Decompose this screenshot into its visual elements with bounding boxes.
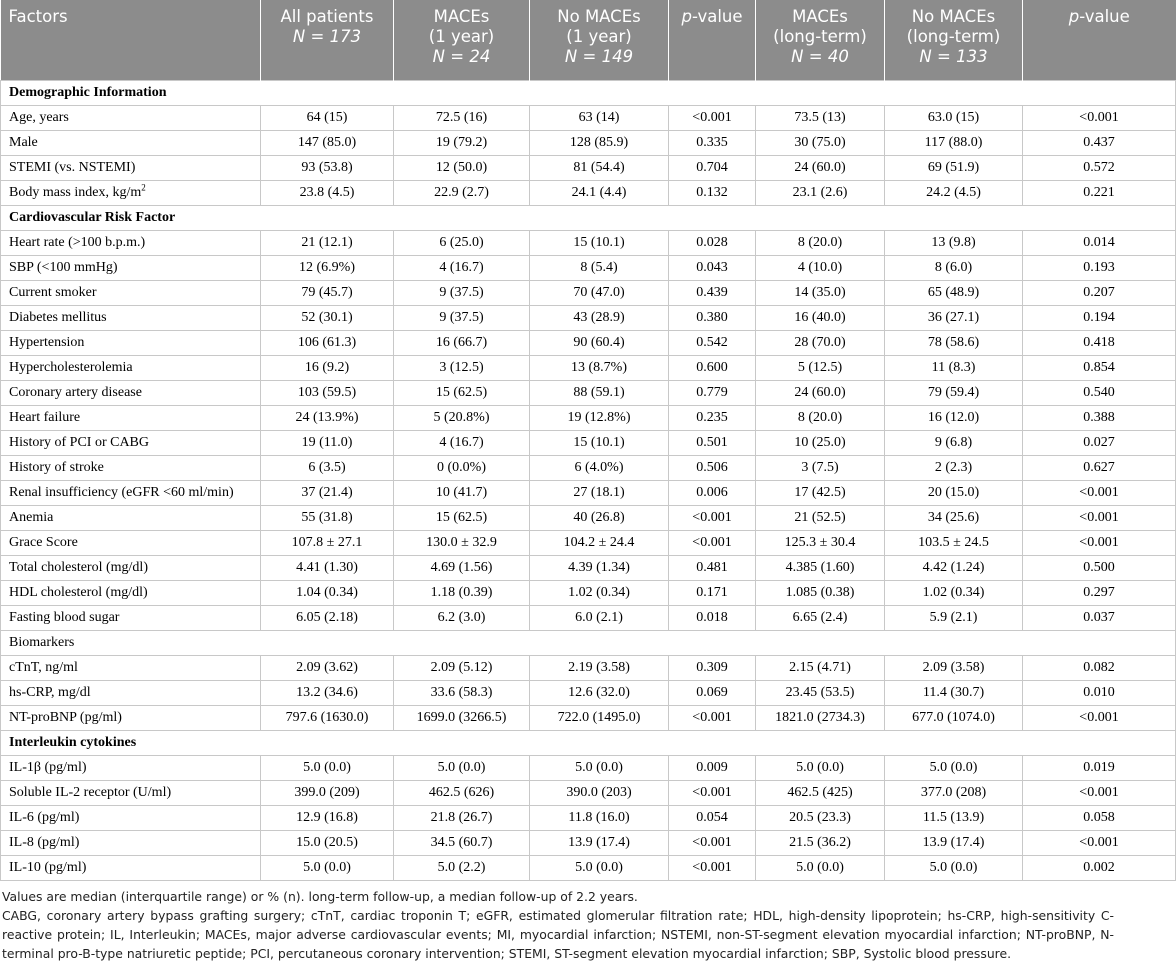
table-cell: 399.0 (209)	[261, 780, 394, 805]
table-cell: 21 (12.1)	[261, 230, 394, 255]
table-cell: 4 (16.7)	[394, 430, 530, 455]
table-cell: 797.6 (1630.0)	[261, 705, 394, 730]
table-cell: <0.001	[1023, 830, 1176, 855]
table-cell: 13.9 (17.4)	[530, 830, 669, 855]
table-cell: 6.2 (3.0)	[394, 605, 530, 630]
table-cell: 4.39 (1.34)	[530, 555, 669, 580]
table-cell: 5.0 (0.0)	[530, 755, 669, 780]
table-row	[1, 105, 1176, 130]
table-cell: 79 (45.7)	[261, 280, 394, 305]
table-cell: 33.6 (58.3)	[394, 680, 530, 705]
table-cell: 0.009	[669, 755, 756, 780]
table-cell: 17 (42.5)	[756, 480, 885, 505]
table-cell: 16 (66.7)	[394, 330, 530, 355]
table-cell: 21.8 (26.7)	[394, 805, 530, 830]
table-cell: 0.704	[669, 155, 756, 180]
table-cell: 19 (11.0)	[261, 430, 394, 455]
table-cell: 5.0 (0.0)	[261, 855, 394, 880]
factor-label: Renal insufficiency (eGFR <60 ml/min)	[1, 480, 261, 505]
table-cell: 117 (88.0)	[885, 130, 1023, 155]
table-cell: 11.4 (30.7)	[885, 680, 1023, 705]
table-cell: 16 (9.2)	[261, 355, 394, 380]
table-cell: 16 (40.0)	[756, 305, 885, 330]
table-cell: 103.5 ± 24.5	[885, 530, 1023, 555]
table-row	[1, 655, 1176, 680]
table-cell: 0.500	[1023, 555, 1176, 580]
table-row	[1, 830, 1176, 855]
header-row	[1, 0, 1176, 80]
table-cell: 462.5 (626)	[394, 780, 530, 805]
section-title: Biomarkers	[1, 630, 1176, 655]
factor-label: hs-CRP, mg/dl	[1, 680, 261, 705]
table-cell: 34.5 (60.7)	[394, 830, 530, 855]
table-cell: 2.09 (3.62)	[261, 655, 394, 680]
table-header	[1, 0, 1176, 80]
table-cell: 23.45 (53.5)	[756, 680, 885, 705]
factor-label: Hypertension	[1, 330, 261, 355]
table-cell: 4.69 (1.56)	[394, 555, 530, 580]
table-cell: 0.540	[1023, 380, 1176, 405]
table-cell: 64 (15)	[261, 105, 394, 130]
table-body	[1, 80, 1176, 880]
table-cell: 9 (6.8)	[885, 430, 1023, 455]
table-row	[1, 580, 1176, 605]
table-cell: 78 (58.6)	[885, 330, 1023, 355]
factor-label: IL-6 (pg/ml)	[1, 805, 261, 830]
table-cell: 5.0 (0.0)	[756, 855, 885, 880]
section-title: Cardiovascular Risk Factor	[1, 205, 1176, 230]
table-cell: 0 (0.0%)	[394, 455, 530, 480]
table-cell: 13 (9.8)	[885, 230, 1023, 255]
table-row	[1, 805, 1176, 830]
header-p-value-long-term: p-value	[1023, 0, 1176, 80]
table-cell: 6.65 (2.4)	[756, 605, 885, 630]
table-cell: 90 (60.4)	[530, 330, 669, 355]
table-cell: 6 (4.0%)	[530, 455, 669, 480]
factor-label: HDL cholesterol (mg/dl)	[1, 580, 261, 605]
table-cell: 6.0 (2.1)	[530, 605, 669, 630]
table-cell: 79 (59.4)	[885, 380, 1023, 405]
header-all-patients: All patients N = 173	[261, 0, 394, 80]
table-cell: 34 (25.6)	[885, 505, 1023, 530]
bmi-label-text: Body mass index, kg/m	[9, 184, 142, 200]
table-cell: 0.309	[669, 655, 756, 680]
header-maces-long-term: MACEs (long-term) N = 40	[756, 0, 885, 80]
table-row	[1, 555, 1176, 580]
factor-label: Heart rate (>100 b.p.m.)	[1, 230, 261, 255]
table-cell: 15 (62.5)	[394, 505, 530, 530]
table-cell: 69 (51.9)	[885, 155, 1023, 180]
table-cell: 0.014	[1023, 230, 1176, 255]
section-row	[1, 730, 1176, 755]
table-cell: 19 (79.2)	[394, 130, 530, 155]
table-cell: 63 (14)	[530, 105, 669, 130]
table-cell: <0.001	[669, 705, 756, 730]
table-cell: 0.054	[669, 805, 756, 830]
table-row	[1, 705, 1176, 730]
table-cell: 0.221	[1023, 180, 1176, 205]
table-cell: 12 (6.9%)	[261, 255, 394, 280]
table-cell: 0.006	[669, 480, 756, 505]
table-cell: 4 (10.0)	[756, 255, 885, 280]
table-cell: <0.001	[1023, 105, 1176, 130]
table-row	[1, 155, 1176, 180]
factor-label: Soluble IL-2 receptor (U/ml)	[1, 780, 261, 805]
table-cell: 0.037	[1023, 605, 1176, 630]
table-cell: 22.9 (2.7)	[394, 180, 530, 205]
header-no-maces-1y: No MACEs (1 year) N = 149	[530, 0, 669, 80]
table-cell: <0.001	[669, 855, 756, 880]
table-row	[1, 355, 1176, 380]
table-cell: 3 (7.5)	[756, 455, 885, 480]
factor-label: Hypercholesterolemia	[1, 355, 261, 380]
factor-label: IL-10 (pg/ml)	[1, 855, 261, 880]
table-cell: 0.380	[669, 305, 756, 330]
factor-label: History of PCI or CABG	[1, 430, 261, 455]
table-cell: 377.0 (208)	[885, 780, 1023, 805]
table-cell: 0.600	[669, 355, 756, 380]
table-cell: 8 (20.0)	[756, 230, 885, 255]
table-cell: 0.082	[1023, 655, 1176, 680]
header-p-value-1y: p-value	[669, 0, 756, 80]
table-cell: 21.5 (36.2)	[756, 830, 885, 855]
table-cell: 0.207	[1023, 280, 1176, 305]
table-cell: 11 (8.3)	[885, 355, 1023, 380]
table-cell: 10 (41.7)	[394, 480, 530, 505]
section-row	[1, 630, 1176, 655]
table-cell: <0.001	[669, 780, 756, 805]
table-cell: 0.506	[669, 455, 756, 480]
table-cell: 28 (70.0)	[756, 330, 885, 355]
table-cell: 24 (13.9%)	[261, 405, 394, 430]
table-cell: 72.5 (16)	[394, 105, 530, 130]
table-cell: 4.385 (1.60)	[756, 555, 885, 580]
table-cell: <0.001	[1023, 530, 1176, 555]
table-row	[1, 480, 1176, 505]
table-cell: 19 (12.8%)	[530, 405, 669, 430]
table-cell: <0.001	[1023, 480, 1176, 505]
table-cell: 0.297	[1023, 580, 1176, 605]
factor-label: NT-proBNP (pg/ml)	[1, 705, 261, 730]
table-cell: 8 (5.4)	[530, 255, 669, 280]
table-cell: 4.41 (1.30)	[261, 555, 394, 580]
table-cell: 0.235	[669, 405, 756, 430]
table-cell: 23.8 (4.5)	[261, 180, 394, 205]
factor-label: Male	[1, 130, 261, 155]
table-cell: 0.627	[1023, 455, 1176, 480]
table-cell: 0.572	[1023, 155, 1176, 180]
table-cell: 5.0 (0.0)	[530, 855, 669, 880]
table-cell: 0.779	[669, 380, 756, 405]
table-cell: 13.2 (34.6)	[261, 680, 394, 705]
table-row	[1, 605, 1176, 630]
table-cell: <0.001	[1023, 705, 1176, 730]
table-row	[1, 780, 1176, 805]
table-cell: 1.02 (0.34)	[530, 580, 669, 605]
factor-label: Age, years	[1, 105, 261, 130]
table-cell: 24 (60.0)	[756, 155, 885, 180]
factor-label: STEMI (vs. NSTEMI)	[1, 155, 261, 180]
table-cell: 0.171	[669, 580, 756, 605]
table-cell: 81 (54.4)	[530, 155, 669, 180]
table-cell: 722.0 (1495.0)	[530, 705, 669, 730]
table-cell: 20.5 (23.3)	[756, 805, 885, 830]
header-maces-1y: MACEs (1 year) N = 24	[394, 0, 530, 80]
table-cell: 12.6 (32.0)	[530, 680, 669, 705]
table-row	[1, 530, 1176, 555]
factor-label: Grace Score	[1, 530, 261, 555]
factor-label: Diabetes mellitus	[1, 305, 261, 330]
table-row	[1, 680, 1176, 705]
table-cell: 12.9 (16.8)	[261, 805, 394, 830]
factor-label: Heart failure	[1, 405, 261, 430]
table-cell: 8 (20.0)	[756, 405, 885, 430]
section-row	[1, 80, 1176, 105]
table-cell: 2.19 (3.58)	[530, 655, 669, 680]
factor-label: SBP (<100 mmHg)	[1, 255, 261, 280]
table-cell: 20 (15.0)	[885, 480, 1023, 505]
table-cell: 0.019	[1023, 755, 1176, 780]
table-cell: 37 (21.4)	[261, 480, 394, 505]
table-cell: 15.0 (20.5)	[261, 830, 394, 855]
factor-label: IL-8 (pg/ml)	[1, 830, 261, 855]
table-cell: 0.002	[1023, 855, 1176, 880]
table-cell: <0.001	[669, 105, 756, 130]
table-cell: 13.9 (17.4)	[885, 830, 1023, 855]
table-cell: 36 (27.1)	[885, 305, 1023, 330]
table-cell: 2 (2.3)	[885, 455, 1023, 480]
table-cell: 15 (62.5)	[394, 380, 530, 405]
table-cell: 0.335	[669, 130, 756, 155]
table-cell: 0.010	[1023, 680, 1176, 705]
table-row	[1, 405, 1176, 430]
table-cell: 27 (18.1)	[530, 480, 669, 505]
table-cell: 125.3 ± 30.4	[756, 530, 885, 555]
table-cell: 0.418	[1023, 330, 1176, 355]
table-cell: 0.388	[1023, 405, 1176, 430]
table-row	[1, 330, 1176, 355]
table-cell: 2.09 (5.12)	[394, 655, 530, 680]
table-cell: 2.09 (3.58)	[885, 655, 1023, 680]
table-cell: 677.0 (1074.0)	[885, 705, 1023, 730]
table-cell: 5.0 (0.0)	[885, 855, 1023, 880]
table-cell: <0.001	[669, 530, 756, 555]
table-row	[1, 230, 1176, 255]
table-row	[1, 130, 1176, 155]
table-row	[1, 855, 1176, 880]
table-cell: 5 (12.5)	[756, 355, 885, 380]
table-cell: 462.5 (425)	[756, 780, 885, 805]
table-row	[1, 180, 1176, 205]
table-cell: 0.193	[1023, 255, 1176, 280]
table-cell: 40 (26.8)	[530, 505, 669, 530]
table-cell: 1699.0 (3266.5)	[394, 705, 530, 730]
table-cell: 0.437	[1023, 130, 1176, 155]
table-cell: 30 (75.0)	[756, 130, 885, 155]
factor-label: Anemia	[1, 505, 261, 530]
bmi-unit-superscript: 2	[141, 181, 146, 192]
table-cell: 3 (12.5)	[394, 355, 530, 380]
table-cell: 5.0 (2.2)	[394, 855, 530, 880]
table-row	[1, 455, 1176, 480]
table-cell: 65 (48.9)	[885, 280, 1023, 305]
table-row	[1, 380, 1176, 405]
table-cell: 16 (12.0)	[885, 405, 1023, 430]
table-cell: 5.0 (0.0)	[261, 755, 394, 780]
table-cell: 15 (10.1)	[530, 230, 669, 255]
table-cell: 0.069	[669, 680, 756, 705]
table-cell: 8 (6.0)	[885, 255, 1023, 280]
table-row	[1, 305, 1176, 330]
table-cell: 106 (61.3)	[261, 330, 394, 355]
table-cell: 11.5 (13.9)	[885, 805, 1023, 830]
table-cell: 88 (59.1)	[530, 380, 669, 405]
factor-label: Coronary artery disease	[1, 380, 261, 405]
table-footnote-abbreviations: CABG, coronary artery bypass grafting surgery; cTnT, cardiac troponin T; eGFR, estimated glomerular filtration rate; HDL, high-density lipoprotein; hs-CRP, high-sensitivity C-reactive protein; IL, Interleukin; MACEs, major adverse cardiovascular events; MI, myocardial infarction; NSTEMI, non-ST-segment elevation myocardial infarction; NT-proBNP, N-terminal pro-B-type natriuretic peptide; PCI, percutaneous coronary intervention; STEMI, ST-segment elevation myocardial infarction; SBP, Systolic blood pressure.	[2, 907, 1114, 962]
table-cell: 93 (53.8)	[261, 155, 394, 180]
table-cell: 13 (8.7%)	[530, 355, 669, 380]
table-cell: 0.132	[669, 180, 756, 205]
table-cell: 9 (37.5)	[394, 305, 530, 330]
table-cell: 0.542	[669, 330, 756, 355]
table-cell: 55 (31.8)	[261, 505, 394, 530]
table-cell: 107.8 ± 27.1	[261, 530, 394, 555]
table-cell: 103 (59.5)	[261, 380, 394, 405]
table-cell: 52 (30.1)	[261, 305, 394, 330]
table-cell: 12 (50.0)	[394, 155, 530, 180]
table-cell: 0.501	[669, 430, 756, 455]
table-cell: 4 (16.7)	[394, 255, 530, 280]
table-cell: 0.854	[1023, 355, 1176, 380]
table-cell: 0.194	[1023, 305, 1176, 330]
header-factors: Factors	[1, 0, 261, 80]
header-no-maces-long-term: No MACEs (long-term) N = 133	[885, 0, 1023, 80]
table-cell: 5.0 (0.0)	[394, 755, 530, 780]
factor-label: Total cholesterol (mg/dl)	[1, 555, 261, 580]
table-cell: 0.043	[669, 255, 756, 280]
table-row	[1, 755, 1176, 780]
table-row	[1, 280, 1176, 305]
table-cell: 6 (25.0)	[394, 230, 530, 255]
table-cell: 104.2 ± 24.4	[530, 530, 669, 555]
table-cell: 1821.0 (2734.3)	[756, 705, 885, 730]
section-row	[1, 205, 1176, 230]
factor-label	[1, 180, 261, 205]
table-cell: 130.0 ± 32.9	[394, 530, 530, 555]
table-cell: 0.058	[1023, 805, 1176, 830]
table-cell: <0.001	[1023, 505, 1176, 530]
section-title: Demographic Information	[1, 80, 1176, 105]
table-row	[1, 505, 1176, 530]
table-footnote-values: Values are median (interquartile range) or % (n). long-term follow-up, a median follow-up of 2.2 years.	[2, 888, 638, 904]
table-cell: 24.1 (4.4)	[530, 180, 669, 205]
table-cell: 5.9 (2.1)	[885, 605, 1023, 630]
table-row	[1, 430, 1176, 455]
factor-label: History of stroke	[1, 455, 261, 480]
table-cell: 5.0 (0.0)	[885, 755, 1023, 780]
table-cell: 0.028	[669, 230, 756, 255]
table-cell: 128 (85.9)	[530, 130, 669, 155]
table-cell: <0.001	[669, 830, 756, 855]
table-cell: 63.0 (15)	[885, 105, 1023, 130]
table-cell: 9 (37.5)	[394, 280, 530, 305]
table-cell: 70 (47.0)	[530, 280, 669, 305]
table-cell: 6.05 (2.18)	[261, 605, 394, 630]
table-cell: <0.001	[1023, 780, 1176, 805]
factor-label: IL-1β (pg/ml)	[1, 755, 261, 780]
table-cell: 0.027	[1023, 430, 1176, 455]
table-cell: 0.018	[669, 605, 756, 630]
table-cell: 21 (52.5)	[756, 505, 885, 530]
table-cell: 15 (10.1)	[530, 430, 669, 455]
table-cell: 147 (85.0)	[261, 130, 394, 155]
table-cell: 24 (60.0)	[756, 380, 885, 405]
section-title: Interleukin cytokines	[1, 730, 1176, 755]
table-cell: 11.8 (16.0)	[530, 805, 669, 830]
table-cell: 1.18 (0.39)	[394, 580, 530, 605]
table-cell: 2.15 (4.71)	[756, 655, 885, 680]
table-cell: 73.5 (13)	[756, 105, 885, 130]
table-cell: 43 (28.9)	[530, 305, 669, 330]
table-row	[1, 255, 1176, 280]
table-cell: 5 (20.8%)	[394, 405, 530, 430]
table-cell: 1.04 (0.34)	[261, 580, 394, 605]
table-cell: 1.02 (0.34)	[885, 580, 1023, 605]
table-cell: 23.1 (2.6)	[756, 180, 885, 205]
table-cell: 24.2 (4.5)	[885, 180, 1023, 205]
table-cell: 0.481	[669, 555, 756, 580]
table-cell: 14 (35.0)	[756, 280, 885, 305]
table-cell: <0.001	[669, 505, 756, 530]
factor-label: Current smoker	[1, 280, 261, 305]
table-cell: 0.439	[669, 280, 756, 305]
table-cell: 6 (3.5)	[261, 455, 394, 480]
table-cell: 10 (25.0)	[756, 430, 885, 455]
table-cell: 390.0 (203)	[530, 780, 669, 805]
table-cell: 5.0 (0.0)	[756, 755, 885, 780]
table-cell: 4.42 (1.24)	[885, 555, 1023, 580]
table-cell: 1.085 (0.38)	[756, 580, 885, 605]
factor-label: Fasting blood sugar	[1, 605, 261, 630]
factor-label: cTnT, ng/ml	[1, 655, 261, 680]
